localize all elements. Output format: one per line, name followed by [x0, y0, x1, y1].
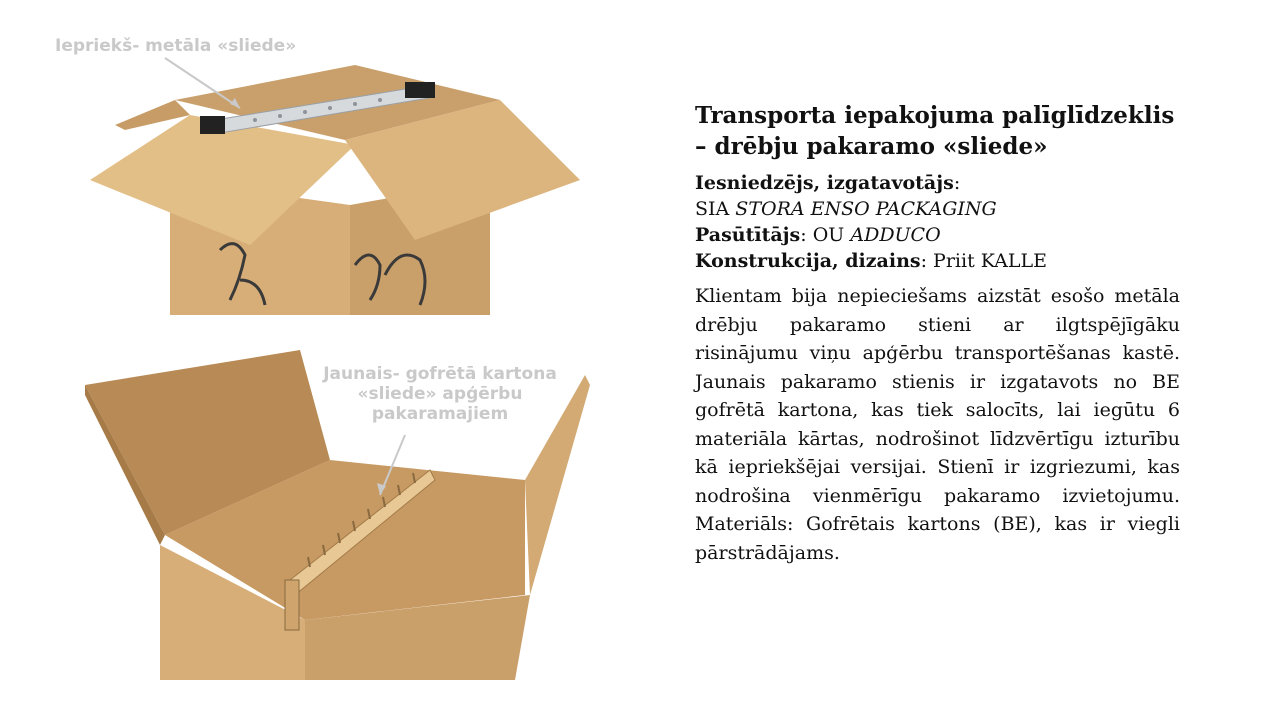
design-line: Konstrukcija, dizains: Priit KALLE: [695, 250, 1047, 272]
description: Klientam bija nepieciešams aizstāt esošo metāla drēbju pakaramo stieni ar ilgtspējīgāku risinājumu viņu apģērbu transportēšanas kastē. Jaunais pakaramo stienis ir izgatavots no BE gofrētā kartona, kas tiek salocīts, lai iegūtu 6 materiāla kārtas, nodrošinot līdzvērtīgu izturību kā iepriekšējai versijai. Stienī ir izgriezumi, kas nodrošina vienmērīgu pakaramo izvietojumu. Materiāls: Gofrētais kartons (BE), kas ir viegli pārstrādājams.: [695, 285, 1180, 564]
design-label: Konstrukcija, dizains: [695, 250, 921, 272]
submitter-prefix: SIA: [695, 198, 730, 220]
cardboard-rail-callout: Jaunais- gofrētā kartona «sliede» apģērbu pakaramajiem: [323, 364, 557, 424]
design-value: Priit KALLE: [933, 250, 1047, 272]
submitter-value-line: [695, 196, 1180, 222]
submitter-line: Iesniedzējs, izgatavotājs:: [695, 172, 961, 194]
submitter-name: STORA ENSO PACKAGING: [735, 198, 997, 220]
client-line: Pasūtītājs: OU ADDUCO: [695, 224, 941, 246]
client-label: Pasūtītājs: [695, 224, 801, 246]
metal-rail-callout: Iepriekš- metāla «sliede»: [55, 36, 297, 56]
client-name: ADDUCO: [850, 224, 941, 246]
credits: [695, 170, 1180, 274]
submitter-label: Iesniedzējs, izgatavotājs: [695, 172, 954, 194]
client-prefix: OU: [812, 224, 845, 246]
slide-title: Transporta iepakojuma palīglīdzeklis – drēbju pakaramo «sliede»: [695, 102, 1175, 160]
metal-rail-box-image: [55, 30, 600, 315]
info-panel: [695, 100, 1180, 567]
